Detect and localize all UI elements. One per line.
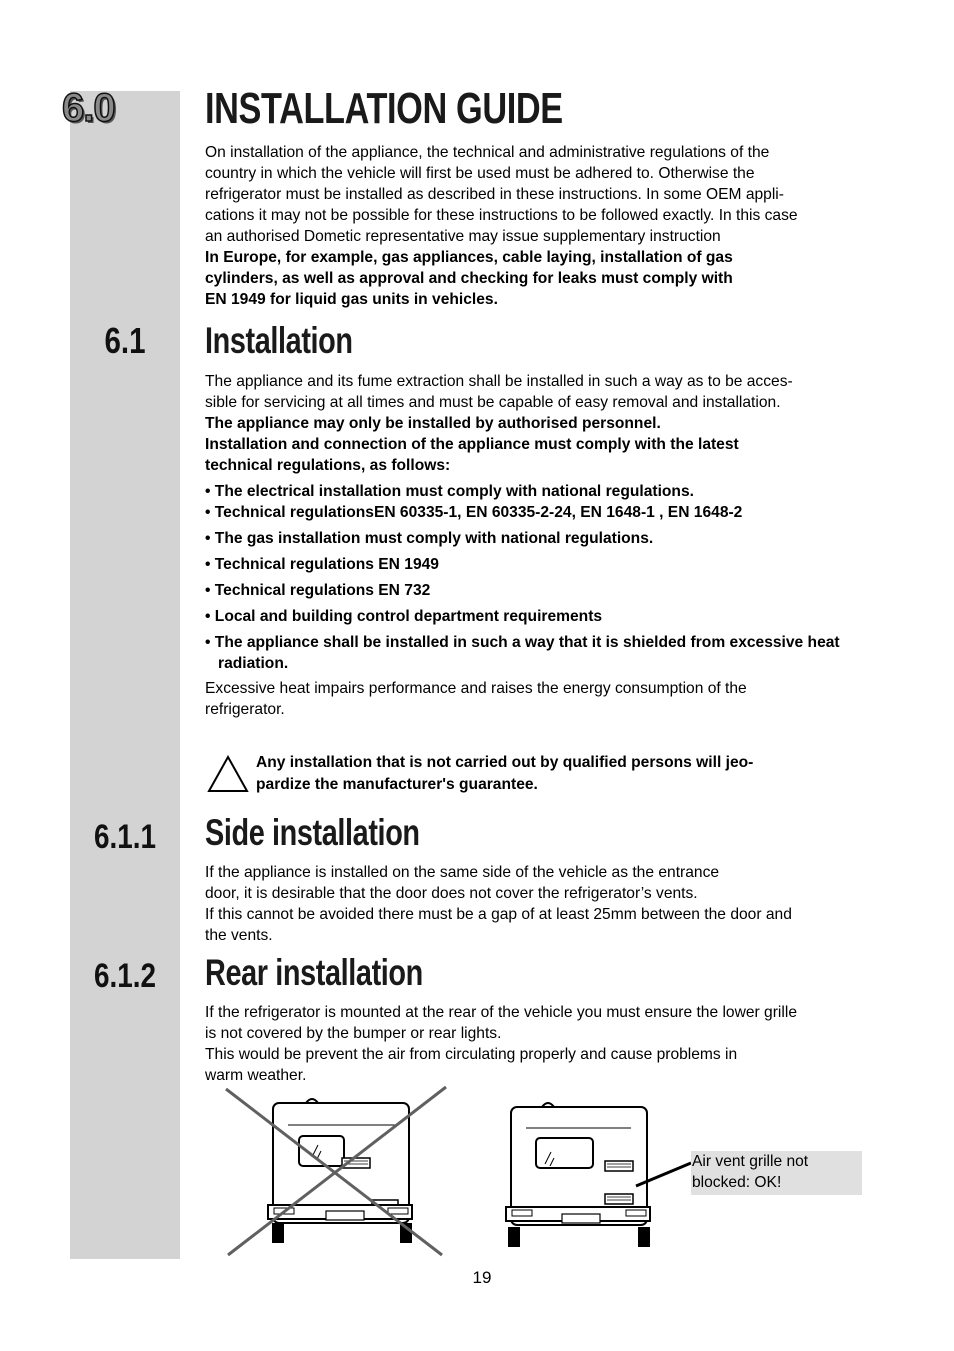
callout-line: Air vent grille not <box>692 1153 809 1170</box>
side-line: If the appliance is installed on the same side of the vehicle as the entrance <box>205 864 720 881</box>
heat-line: refrigerator. <box>205 701 285 718</box>
intro-bold-line: EN 1949 for liquid gas units in vehicles. <box>205 291 498 308</box>
section-title-side-installation: Side installation <box>205 812 420 853</box>
page-number: 19 <box>472 1268 492 1287</box>
heat-line: Excessive heat impairs performance and raises the energy consumption of the <box>205 680 747 697</box>
intro-line: country in which the vehicle will first be used must be adhered to. Otherwise the <box>205 165 755 182</box>
list-item: • The electrical installation must comply with national regulations. <box>205 483 694 500</box>
warning-notice <box>207 752 887 798</box>
installation-bold-line: Installation and connection of the appliance must comply with the latest <box>205 436 739 453</box>
callout-line: blocked: OK! <box>692 1174 782 1191</box>
intro-paragraph <box>205 142 890 310</box>
installation-paragraph <box>205 371 890 476</box>
list-item: • The gas installation must comply with national regulations. <box>205 530 654 547</box>
list-item: • Technical regulations EN 732 <box>205 582 431 599</box>
rear-paragraph <box>205 1002 890 1086</box>
section-number-6-0: 6.0 <box>62 86 115 130</box>
section-title-installation: Installation <box>205 320 353 361</box>
van-rear-blocked-illustration <box>220 1085 450 1260</box>
list-item: • Local and building control department requirements <box>205 608 603 625</box>
side-line: the vents. <box>205 927 273 944</box>
intro-line: cations it may not be possible for these instructions to be followed exactly. In this case <box>205 207 798 224</box>
installation-bold-line: technical regulations, as follows: <box>205 457 451 474</box>
page-title: INSTALLATION GUIDE <box>205 84 563 133</box>
warning-line: pardize the manufacturer's guarantee. <box>256 775 538 793</box>
list-item: • The appliance shall be installed in such a way that it is shielded from excessive heat radiation. <box>205 634 840 672</box>
side-paragraph <box>205 862 890 946</box>
intro-bold-line: In Europe, for example, gas appliances, cable laying, installation of gas <box>205 249 733 266</box>
warning-triangle-icon <box>207 755 249 793</box>
side-line: If this cannot be avoided there must be a gap of at least 25mm between the door and <box>205 906 792 923</box>
van-rear-ok-illustration <box>500 1090 700 1255</box>
section-number-6-1: 6.1 <box>104 320 146 361</box>
side-line: door, it is desirable that the door does not cover the refrigerator’s vents. <box>205 885 698 902</box>
section-sidebar <box>70 91 180 1259</box>
section-number-6-1-2: 6.1.2 <box>93 957 157 995</box>
rear-line: is not covered by the bumper or rear lights. <box>205 1025 502 1042</box>
rear-line: warm weather. <box>205 1067 307 1084</box>
heat-paragraph <box>205 678 890 720</box>
section-number-6-1-1: 6.1.1 <box>93 818 157 856</box>
warning-line: Any installation that is not carried out by qualified persons will jeo- <box>256 754 754 771</box>
rear-line: This would be prevent the air from circulating properly and cause problems in <box>205 1046 738 1063</box>
intro-line: refrigerator must be installed as described in these instructions. In some OEM appli- <box>205 186 784 203</box>
intro-line: On installation of the appliance, the technical and administrative regulations of the <box>205 144 770 161</box>
list-item: • Technical regulationsEN 60335-1, EN 60335-2-24, EN 1648-1 , EN 1648-2 <box>205 504 743 521</box>
callout-label <box>691 1151 862 1195</box>
intro-bold-line: cylinders, as well as approval and checking for leaks must comply with <box>205 270 733 287</box>
installation-bold-line: The appliance may only be installed by authorised personnel. <box>205 415 661 432</box>
warning-text <box>256 752 876 795</box>
installation-line: The appliance and its fume extraction shall be installed in such a way as to be acces- <box>205 373 793 390</box>
rear-line: If the refrigerator is mounted at the rear of the vehicle you must ensure the lower grille <box>205 1004 797 1021</box>
section-title-rear-installation: Rear installation <box>205 952 423 993</box>
installation-line: sible for servicing at all times and must be capable of easy removal and installation. <box>205 394 781 411</box>
list-item: • Technical regulations EN 1949 <box>205 556 439 573</box>
intro-line: an authorised Dometic representative may issue supplementary instruction <box>205 228 721 245</box>
regulations-list <box>205 481 895 679</box>
